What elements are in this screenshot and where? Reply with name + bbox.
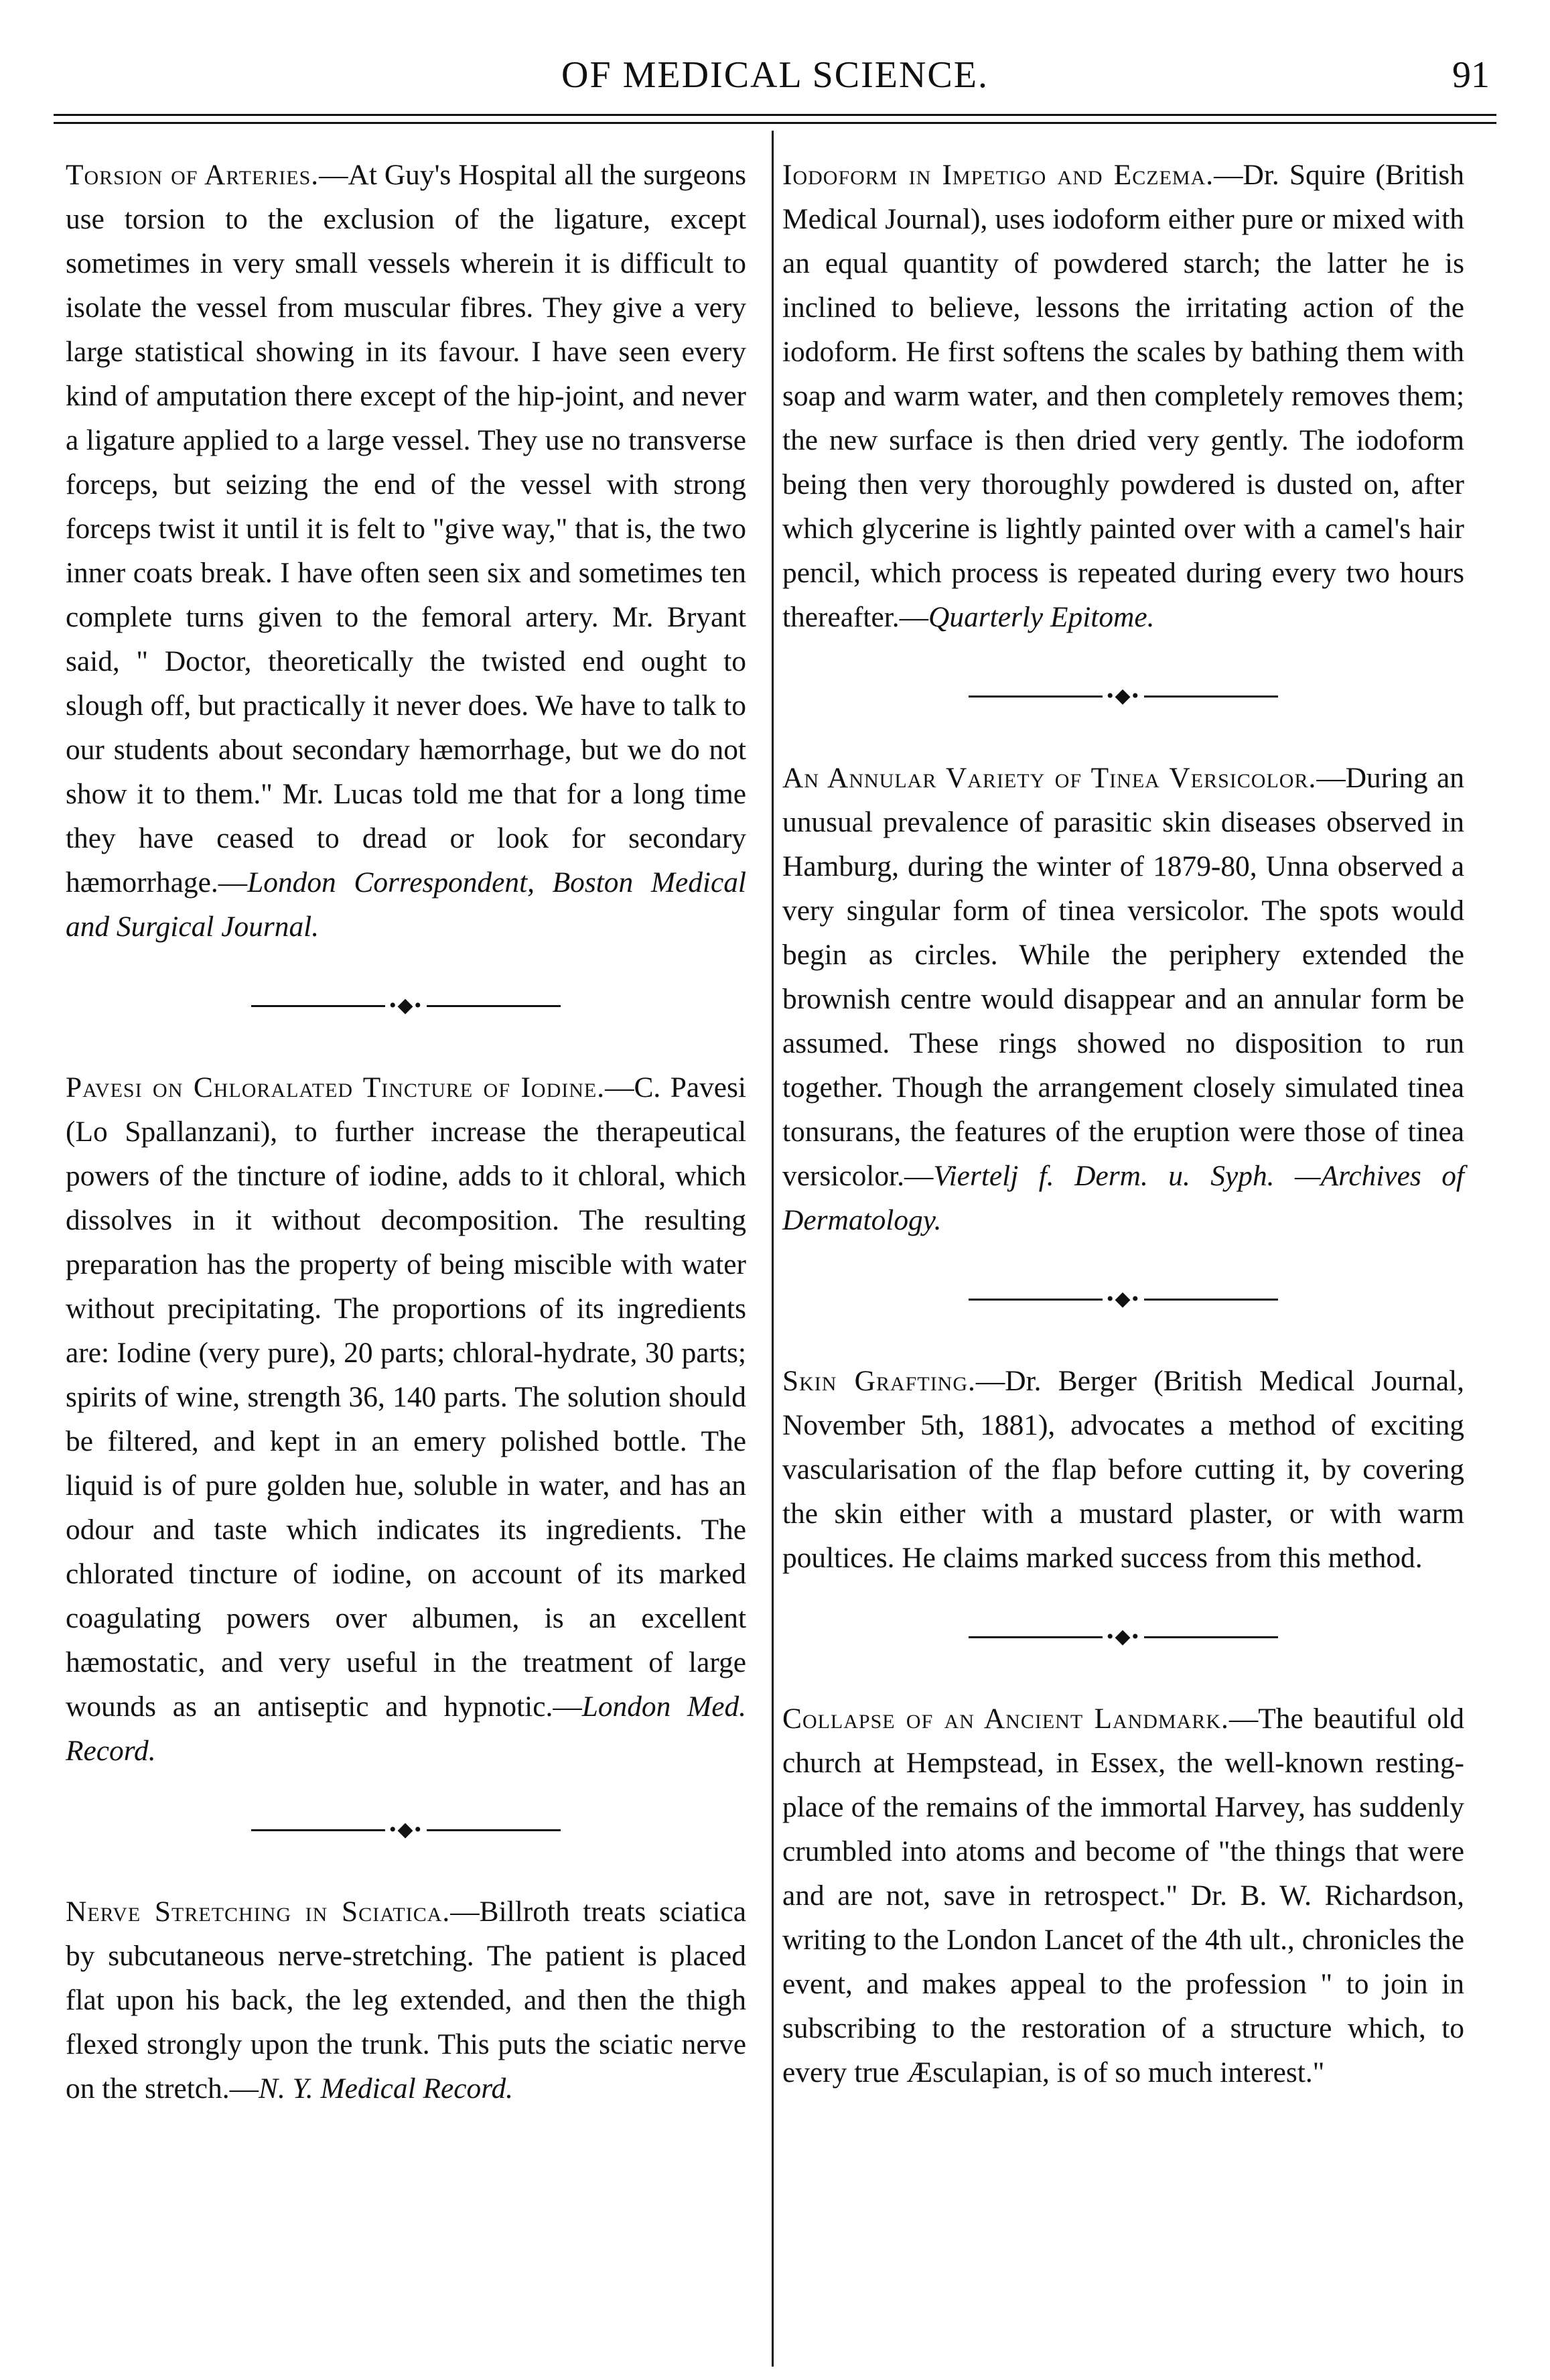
article-iodoform-impetigo-eczema bbox=[782, 153, 1464, 639]
header-rule-top bbox=[54, 114, 1496, 116]
article-body: —Dr. Squire (British Medical Journal), uses iodoform either pure or mixed with an equal quantity of powdered starch; the latter he is inclined to believe, lessons the irritating action of the iodoform. He first softens the scales by bathing them with soap and warm water, and then completely removes them; the new surface is then dried very gently. The iodoform being then very thoroughly powdered is dusted on, after which glycerine is lightly painted over with a camel's hair pencil, which process is repeated during every two hours thereafter.— bbox=[782, 159, 1465, 633]
article-heading: Collapse of an Ancient Landmark. bbox=[782, 1703, 1229, 1735]
article-heading: An Annular Variety of Tinea Versicolor. bbox=[782, 762, 1317, 794]
article-body: —Billroth treats sciatica by subcutaneous nerve-stretching. The patient is placed flat upon his back, the leg extended, and then the thigh flexed strongly upon the trunk. This puts the sciatic nerve on the stretch.— bbox=[66, 1896, 746, 2105]
running-title: OF MEDICAL SCIENCE. bbox=[561, 54, 989, 96]
article-torsion-of-arteries bbox=[66, 153, 746, 949]
article-body: —At Guy's Hospital all the surgeons use torsion to the exclusion of the ligature, except sometimes in very small vessels wherein it is difficult to isolate the vessel from muscular fibres. They give a very large statistical showing in its favour. I have seen every kind of amputation there except of the hip-joint, and never a ligature applied to a large vessel. They use no transverse forceps, but seizing the end of the vessel with strong forceps twist it until it is felt to "give way," that is, the two inner coats break. I have often seen six and sometimes ten complete turns given to the femoral artery. Mr. Bryant said, " Doctor, theoretically the twisted end ought to slough off, but practically it never does. We have to talk to our students about secondary hæmorrhage, but we do not show it to them." Mr. Lucas told me that for a long time they have ceased to dread or look for secondary hæmorrhage.— bbox=[66, 159, 746, 899]
article-source: London Correspondent, Boston Medical and Surgical Journal. bbox=[66, 866, 746, 943]
article-pavesi-chloralated-tincture bbox=[66, 1065, 746, 1773]
page-number: 91 bbox=[1452, 54, 1490, 96]
article-source: Viertelj f. Derm. u. Syph. —Archives of Dermatology. bbox=[782, 1160, 1464, 1236]
article-source: N. Y. Medical Record. bbox=[259, 2072, 514, 2105]
section-separator bbox=[782, 1277, 1464, 1321]
article-heading: Iodoform in Impetigo and Eczema. bbox=[782, 159, 1214, 191]
article-skin-grafting bbox=[782, 1359, 1464, 1580]
article-body: —During an unusual prevalence of parasitic skin diseases observed in Hamburg, during the winter of 1879-80, Unna observed a very singular form of tinea versicolor. The spots would begin as circles. While the periphery extended the brownish centre would disappear and an annular form be assumed. These rings showed no disposition to run together. Though the arrangement closely simulated tinea tonsurans, the features of the eruption were those of tinea versicolor.— bbox=[782, 762, 1464, 1192]
page-header bbox=[54, 27, 1496, 101]
ornament-icon: •◆• bbox=[1106, 1288, 1141, 1310]
article-heading: Torsion of Arteries. bbox=[66, 159, 320, 191]
section-separator bbox=[66, 984, 746, 1028]
article-nerve-stretching-sciatica bbox=[66, 1890, 746, 2111]
column-divider bbox=[772, 131, 774, 2367]
section-separator bbox=[782, 674, 1464, 718]
article-annular-tinea-versicolor bbox=[782, 756, 1464, 1242]
right-column bbox=[782, 153, 1464, 2095]
article-heading: Pavesi on Chloralated Tincture of Iodine. bbox=[66, 1071, 606, 1104]
section-separator bbox=[66, 1808, 746, 1852]
article-collapse-ancient-landmark bbox=[782, 1697, 1464, 2095]
ornament-icon: •◆• bbox=[389, 994, 423, 1016]
article-body: —Dr. Berger (British Medical Journal, November 5th, 1881), advocates a method of exciting vascularisation of the flap before cutting it, by covering the skin either with a mustard plaster, or with warm poultices. He claims marked success from this method. bbox=[782, 1365, 1464, 1574]
header-rule-bottom bbox=[54, 122, 1496, 124]
article-body: —The beautiful old church at Hempstead, in Essex, the well-known resting-place of the remains of the immortal Harvey, has suddenly crumbled into atoms and become of "the things that were and are not, save in retrospect." Dr. B. W. Richardson, writing to the London Lancet of the 4th ult., chronicles the event, and makes appeal to the profession " to join in subscribing to the restoration of a structure which, to every true Æsculapian, is of so much interest." bbox=[782, 1703, 1464, 2089]
ornament-icon: •◆• bbox=[1106, 1626, 1141, 1648]
article-heading: Skin Grafting. bbox=[782, 1365, 976, 1397]
section-separator bbox=[782, 1615, 1464, 1659]
left-column bbox=[66, 153, 746, 2111]
article-body: —C. Pavesi (Lo Spallanzani), to further increase the therapeutical powers of the tincture of iodine, adds to it chloral, which dissolves in it without decomposition. The resulting preparation has the property of being miscible with water without precipitating. The proportions of its ingredients are: Iodine (very pure), 20 parts; chloral-hydrate, 30 parts; spirits of wine, strength 36, 140 parts. The solution should be filtered, and kept in an emery polished bottle. The liquid is of pure golden hue, soluble in water, and has an odour and taste which indicates its ingredients. The chlorated tincture of iodine, on account of its marked coagulating powers over albumen, is an excellent hæmostatic, and very useful in the treatment of large wounds as an antiseptic and hypnotic.— bbox=[66, 1071, 746, 1723]
article-source: London Med. Record. bbox=[66, 1691, 746, 1767]
article-heading: Nerve Stretching in Sciatica. bbox=[66, 1896, 451, 1928]
ornament-icon: •◆• bbox=[1106, 685, 1141, 707]
ornament-icon: •◆• bbox=[389, 1819, 423, 1841]
article-source: Quarterly Epitome. bbox=[928, 601, 1155, 633]
